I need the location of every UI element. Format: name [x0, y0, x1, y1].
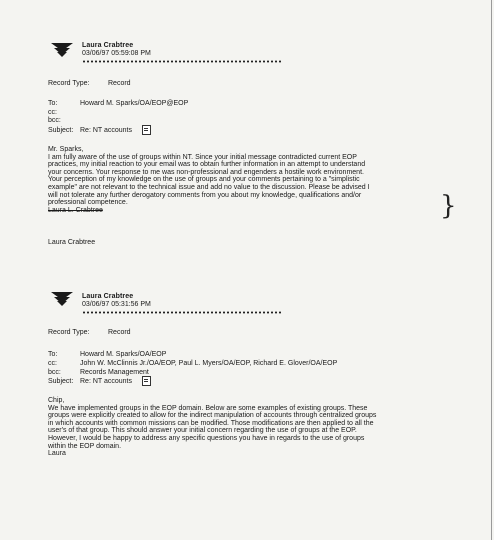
cc-label: cc:: [48, 360, 57, 367]
record-type-value: Record: [108, 329, 131, 336]
message-body: [48, 397, 478, 458]
body-line: Laura L. Crabtree: [48, 206, 103, 214]
body-line: professional competence.: [48, 199, 128, 207]
sender-name: Laura Crabtree: [82, 42, 134, 49]
attachment-document-icon: [142, 125, 151, 135]
page-edge: [491, 0, 492, 540]
subject-label: Subject:: [48, 127, 74, 134]
record-type-label: Record Type:: [48, 80, 90, 87]
body-line: example" are not relevant to the technical issue and add no value to the discussion. Please be advised I: [48, 183, 370, 191]
dotted-rule: [82, 60, 282, 63]
to-label: To:: [48, 351, 58, 358]
record-type-value: Record: [108, 80, 131, 87]
body-line: within the EOP domain.: [48, 442, 122, 450]
body-line: Laura: [48, 450, 66, 458]
attachment-document-icon: [142, 376, 151, 386]
body-line: user's of that group. This should answer your initial concern regarding the use of groups at the EOP.: [48, 427, 357, 435]
body-line: I am fully aware of the use of groups within NT. Since your initial message contradicted current EOP: [48, 153, 357, 161]
subject-value: Re: NT accounts: [80, 378, 133, 385]
body-line: Chip,: [48, 397, 65, 404]
sent-datetime: 03/06/97 05:59:08 PM: [82, 50, 151, 57]
sender-name: Laura Crabtree: [82, 293, 134, 300]
to-label: To:: [48, 100, 58, 107]
message-body: [48, 146, 478, 214]
sender-logo-icon: [51, 42, 73, 58]
record-type-label: Record Type:: [48, 329, 90, 336]
sender-logo-icon: [51, 291, 73, 307]
cc-value: John W. McClinnis Jr./OA/EOP, Paul L. Myers/OA/EOP, Richard E. Glover/OA/EOP: [80, 360, 338, 367]
body-line: groups were explicitly created to allow for the indirect manipulation of accounts through centralized groups: [48, 412, 377, 420]
to-value: Howard M. Sparks/OA/EOP: [80, 351, 167, 358]
signature-line: Laura Crabtree: [48, 239, 96, 246]
body-line: your concerns. Your response to me was non-professional and engenders a hostile work environment.: [48, 168, 364, 176]
body-line: We have implemented groups in the EOP domain. Below are some examples of existing groups. These: [48, 404, 368, 412]
subject-value: Re: NT accounts: [80, 127, 133, 134]
body-line: will not tolerate any further derogatory comments from you about my knowledge, qualifications and/or: [48, 191, 362, 199]
body-line: Mr. Sparks,: [48, 146, 84, 153]
subject-label: Subject:: [48, 378, 74, 385]
bcc-label: bcc:: [48, 117, 61, 124]
dotted-rule: [82, 311, 282, 314]
body-line: However, I would be happy to address any specific questions you have in regards to the use of groups: [48, 434, 365, 442]
to-value: Howard M. Sparks/OA/EOP@EOP: [80, 100, 189, 107]
sent-datetime: 03/06/97 05:31:56 PM: [82, 301, 151, 308]
body-line: Your perception of my knowledge on the use of groups and your comments pertaining to a "simplistic: [48, 176, 360, 184]
bcc-value: Records Management: [80, 369, 149, 376]
body-line: practices, my initial reaction to your email was to obtain further information in an attempt to understand: [48, 161, 366, 169]
body-line: in which accounts with common missions can be modified. Those modifications are then applied to all the: [48, 419, 374, 427]
handwritten-brace-mark: }: [440, 191, 457, 221]
cc-label: cc:: [48, 109, 57, 116]
bcc-label: bcc:: [48, 369, 61, 376]
